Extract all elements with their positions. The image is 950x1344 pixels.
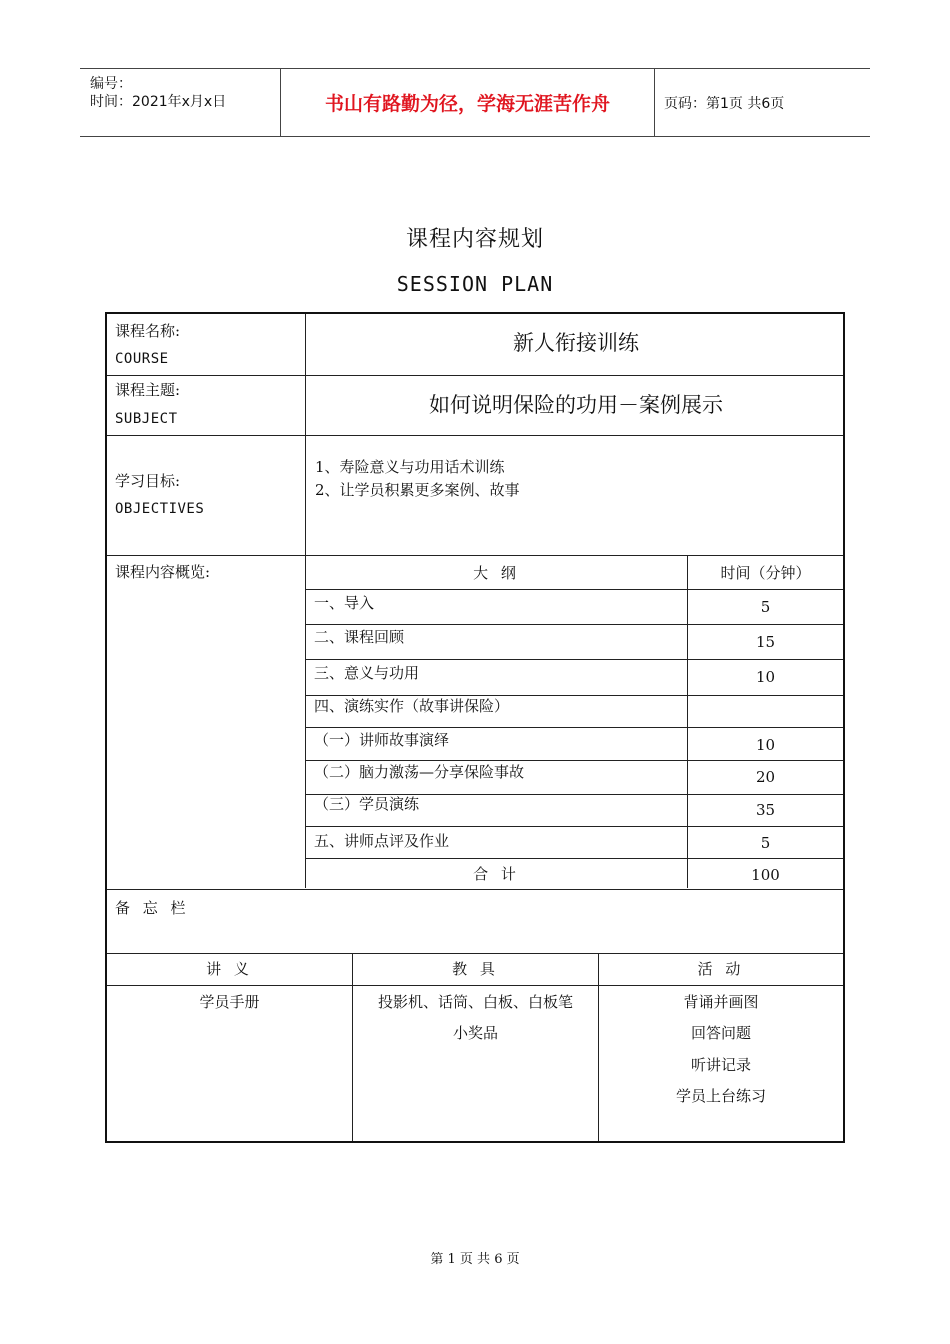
course-name: 新人衔接训练 bbox=[513, 331, 639, 355]
row-divider bbox=[306, 727, 843, 728]
subject-value: 如何说明保险的功用－案例展示 bbox=[429, 393, 723, 417]
time-column-header: 时间（分钟） bbox=[720, 564, 811, 582]
header-meta bbox=[80, 69, 280, 136]
row-divider bbox=[107, 555, 843, 556]
row-divider bbox=[306, 826, 843, 827]
row-divider bbox=[306, 589, 843, 590]
document-title-en: SESSION PLAN bbox=[396, 272, 554, 296]
objectives-label-en: OBJECTIVES bbox=[115, 501, 205, 517]
memo-label: 备 忘 栏 bbox=[115, 899, 190, 917]
outline-item: 一、导入 bbox=[314, 594, 375, 612]
resource-column-divider bbox=[352, 954, 353, 1141]
page-footer: 第 1 页 共 6 页 bbox=[430, 1252, 520, 1267]
row-divider bbox=[107, 435, 843, 436]
row-divider bbox=[306, 858, 843, 859]
activity-item: 回答问题 bbox=[690, 1024, 751, 1042]
objective-item: 2、让学员积累更多案例、故事 bbox=[315, 481, 520, 499]
activity-item: 学员上台练习 bbox=[675, 1087, 766, 1105]
outline-time: 5 bbox=[760, 834, 771, 852]
handout-header: 讲 义 bbox=[206, 960, 253, 978]
activities-header: 活 动 bbox=[697, 960, 745, 978]
page-header bbox=[80, 68, 870, 137]
outline-item: 三、意义与功用 bbox=[314, 664, 420, 682]
row-divider bbox=[306, 695, 843, 696]
subject-label-zh: 课程主题: bbox=[115, 381, 181, 399]
outline-time: 10 bbox=[755, 736, 776, 754]
header-divider bbox=[654, 69, 655, 136]
activity-item: 背诵并画图 bbox=[683, 993, 759, 1011]
label-column-divider bbox=[305, 314, 306, 888]
outline-item: （三）学员演练 bbox=[314, 795, 420, 813]
row-divider bbox=[107, 375, 843, 376]
outline-item: （一）讲师故事演绎 bbox=[314, 731, 450, 749]
tools-header: 教 具 bbox=[452, 960, 499, 978]
course-label-zh: 课程名称: bbox=[115, 322, 181, 340]
number-label: 编号： bbox=[90, 76, 132, 92]
row-divider bbox=[107, 953, 843, 954]
header-page-info: 页码：第1页 共6页 bbox=[664, 95, 785, 112]
row-divider bbox=[306, 760, 843, 761]
outline-item: 四、演练实作（故事讲保险） bbox=[314, 697, 510, 715]
overview-label: 课程内容概览: bbox=[115, 563, 211, 581]
row-divider bbox=[107, 985, 843, 986]
handout-item: 学员手册 bbox=[199, 993, 260, 1011]
subject-label-en: SUBJECT bbox=[115, 411, 178, 427]
course-label-en: COURSE bbox=[115, 351, 169, 367]
date-label: 时间：2021年x月x日 bbox=[90, 94, 227, 110]
objectives-label-zh: 学习目标: bbox=[115, 472, 181, 490]
header-motto: 书山有路勤为径，学海无涯苦作舟 bbox=[324, 93, 610, 115]
outline-time: 15 bbox=[755, 633, 776, 651]
objective-item: 1、寿险意义与功用话术训练 bbox=[315, 458, 505, 476]
outline-time: 20 bbox=[755, 768, 776, 786]
outline-time: 5 bbox=[760, 598, 771, 616]
activity-item: 听讲记录 bbox=[690, 1056, 751, 1074]
total-value: 100 bbox=[751, 866, 780, 884]
outline-item: （二）脑力激荡—分享保险事故 bbox=[314, 763, 525, 781]
total-label: 合 计 bbox=[473, 865, 520, 883]
outline-column-header: 大 纲 bbox=[473, 564, 520, 582]
tool-item: 投影机、话筒、白板、白板笔 bbox=[377, 993, 573, 1011]
outline-time: 35 bbox=[755, 801, 776, 819]
row-divider bbox=[306, 659, 843, 660]
tool-item: 小奖品 bbox=[452, 1024, 498, 1042]
outline-time: 10 bbox=[755, 668, 776, 686]
outline-item: 五、讲师点评及作业 bbox=[314, 832, 450, 850]
row-divider bbox=[107, 889, 843, 890]
document-title-zh: 课程内容规划 bbox=[405, 227, 544, 252]
outline-item: 二、课程回顾 bbox=[314, 628, 405, 646]
session-plan-form bbox=[105, 312, 845, 1143]
resource-column-divider bbox=[598, 954, 599, 1141]
row-divider bbox=[306, 624, 843, 625]
